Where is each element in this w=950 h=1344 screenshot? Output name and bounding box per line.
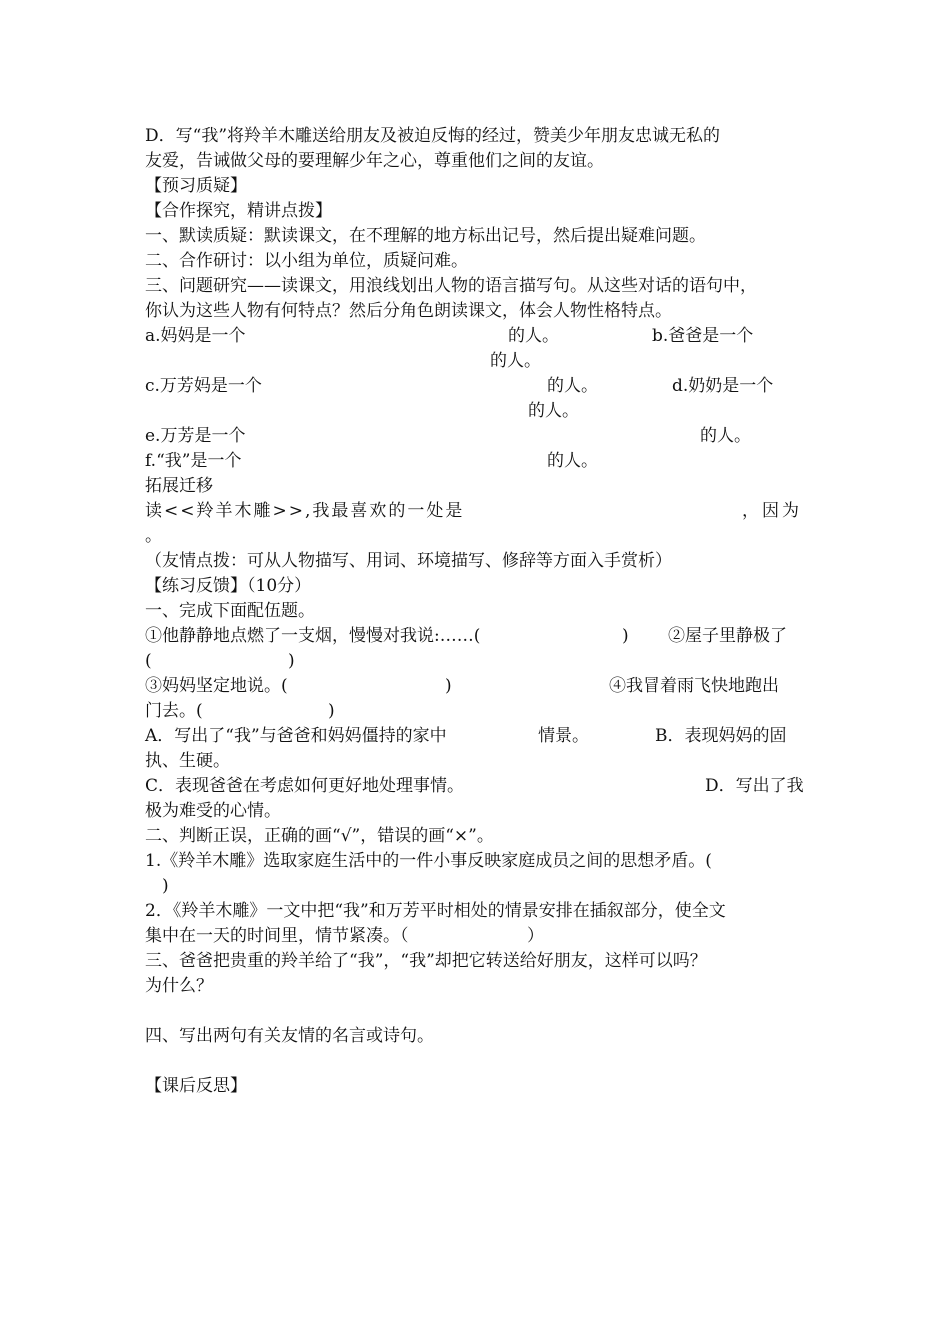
match-option-b-cont: 执、生硬。 bbox=[145, 751, 230, 771]
trait-a-suffix: 的人。 bbox=[508, 326, 559, 346]
match-item-2-blank: ( bbox=[145, 651, 152, 671]
match-option-a-end: 情景。 bbox=[538, 726, 589, 746]
trait-b-suffix: 的人。 bbox=[490, 351, 541, 371]
match-option-d-cont: 极为难受的心情。 bbox=[145, 801, 281, 821]
match-option-c: C．表现爸爸在考虑如何更好地处理事情。 bbox=[145, 776, 465, 796]
question-2-title: 二、判断正误，正确的画“√”，错误的画“×”。 bbox=[145, 826, 494, 846]
match-item-2: ②屋子里静极了 bbox=[668, 626, 787, 646]
question-3-line-1: 三、爸爸把贵重的羚羊给了“我”，“我”却把它转送给好朋友，这样可以吗？ bbox=[145, 951, 707, 971]
trait-d-suffix: 的人。 bbox=[528, 401, 579, 421]
option-d-line-1: D．写“我”将羚羊木雕送给朋友及被迫反悔的经过，赞美少年朋友忠诚无私的 bbox=[145, 126, 721, 146]
option-d-line-2: 友爱，告诫做父母的要理解少年之心，尊重他们之间的友谊。 bbox=[145, 151, 604, 171]
step-3-cont: 你认为这些人物有何特点？然后分角色朗读课文，体会人物性格特点。 bbox=[145, 301, 672, 321]
extension-end: 。 bbox=[145, 526, 162, 546]
step-2: 二、合作研讨：以小组为单位，质疑问难。 bbox=[145, 251, 468, 271]
match-option-d: D．写出了我 bbox=[705, 776, 804, 796]
question-4: 四、写出两句有关友情的名言或诗句。 bbox=[145, 1026, 434, 1046]
match-item-1: ①他静静地点燃了一支烟，慢慢对我说:……( bbox=[145, 626, 481, 646]
trait-d-label: d.奶奶是一个 bbox=[672, 376, 774, 396]
step-3: 三、问题研究——读课文，用浪线划出人物的语言描写句。从这些对话的语句中， bbox=[145, 276, 757, 296]
trait-e-label: e.万芳是一个 bbox=[145, 426, 246, 446]
trait-b-label: b.爸爸是一个 bbox=[652, 326, 754, 346]
judge-item-2-line-1: 2．《羚羊木雕》一文中把“我”和万芳平时相处的情景安排在插叙部分，使全文 bbox=[145, 901, 726, 921]
match-item-2-close: ) bbox=[288, 651, 295, 671]
question-1-title: 一、完成下面配伍题。 bbox=[145, 601, 315, 621]
extension-tip: （友情点拨：可从人物描写、用词、环境描写、修辞等方面入手赏析） bbox=[145, 551, 672, 571]
match-item-1-close: ) bbox=[622, 626, 629, 646]
coop-heading: 【合作探究，精讲点拨】 bbox=[145, 201, 332, 221]
extension-prompt: 读<<羚羊木雕>>,我最喜欢的一处是 bbox=[145, 501, 465, 521]
trait-c-label: c.万芳妈是一个 bbox=[145, 376, 262, 396]
match-option-a: A．写出了“我”与爸爸和妈妈僵持的家中 bbox=[145, 726, 447, 746]
judge-item-1: 1.《羚羊木雕》选取家庭生活中的一件小事反映家庭成员之间的思想矛盾。( bbox=[145, 851, 712, 871]
match-item-3-close: ) bbox=[445, 676, 452, 696]
match-item-4-close: ) bbox=[328, 701, 335, 721]
match-item-4: ④我冒着雨飞快地跑出 bbox=[609, 676, 779, 696]
trait-f-label: f.“我”是一个 bbox=[145, 451, 242, 471]
trait-a-label: a.妈妈是一个 bbox=[145, 326, 246, 346]
match-item-3: ③妈妈坚定地说。( bbox=[145, 676, 288, 696]
judge-item-2-line-2: 集中在一天的时间里，情节紧凑。（ bbox=[145, 926, 409, 946]
match-option-b: B．表现妈妈的固 bbox=[655, 726, 787, 746]
trait-e-suffix: 的人。 bbox=[700, 426, 751, 446]
judge-item-1-close: ) bbox=[162, 876, 169, 896]
extension-heading: 拓展迁移 bbox=[145, 476, 213, 496]
practice-heading: 【练习反馈】（10分） bbox=[145, 576, 312, 596]
extension-because: ，因为 bbox=[742, 501, 802, 521]
judge-item-2-close: ） bbox=[527, 926, 544, 946]
step-1: 一、默读质疑：默读课文，在不理解的地方标出记号，然后提出疑难问题。 bbox=[145, 226, 706, 246]
trait-f-suffix: 的人。 bbox=[547, 451, 598, 471]
preview-heading: 【预习质疑】 bbox=[145, 176, 247, 196]
match-item-4-cont: 门去。( bbox=[145, 701, 203, 721]
trait-c-suffix: 的人。 bbox=[547, 376, 598, 396]
reflection-heading: 【课后反思】 bbox=[145, 1076, 247, 1096]
question-3-line-2: 为什么？ bbox=[145, 976, 213, 996]
